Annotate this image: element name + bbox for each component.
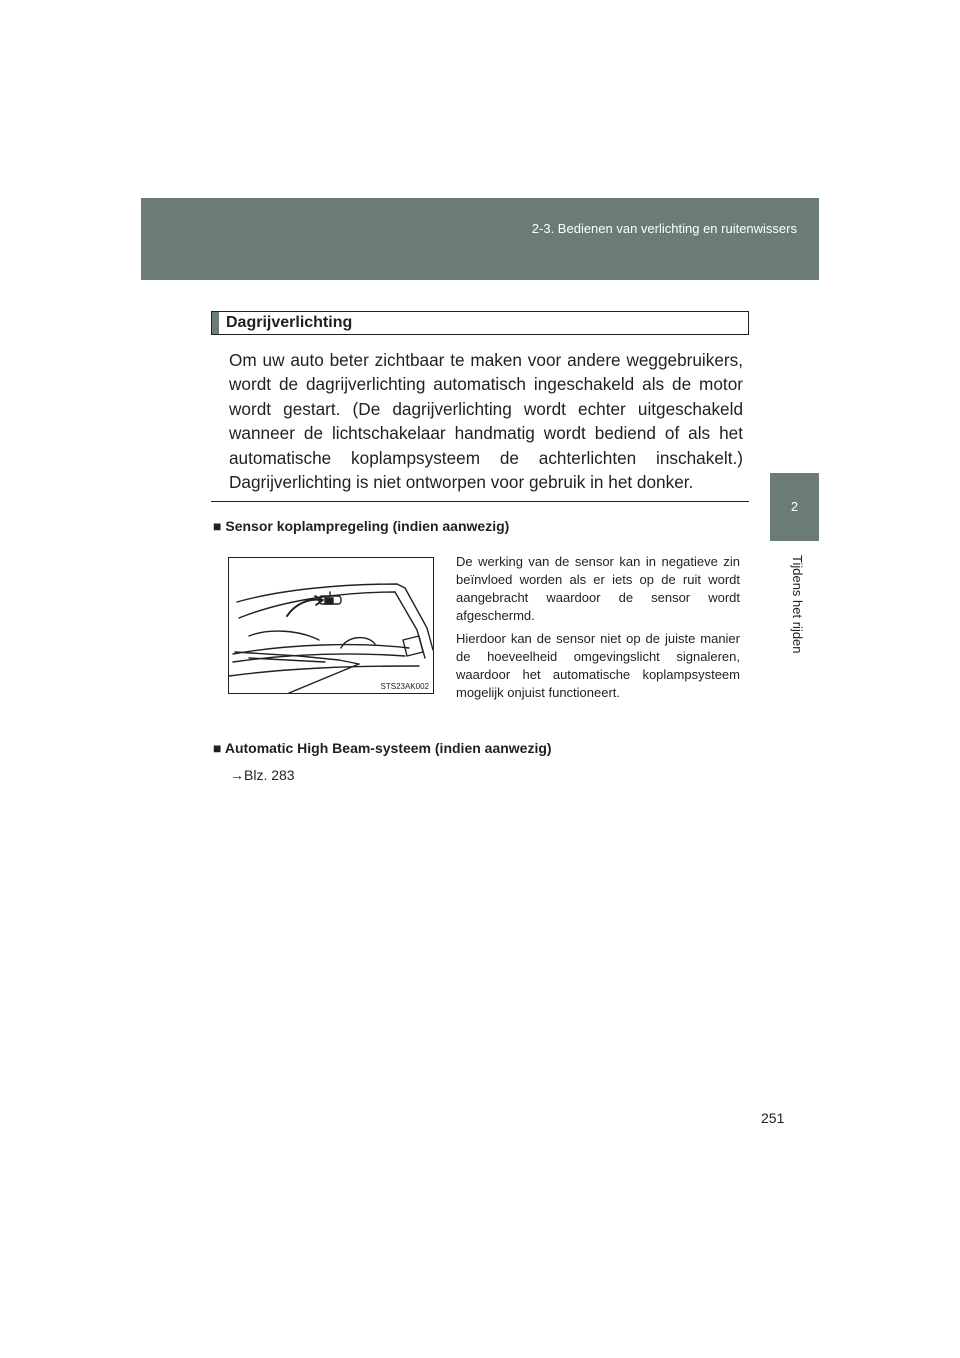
header-band (141, 198, 819, 280)
chapter-tab (770, 473, 819, 541)
high-beam-heading (213, 740, 552, 756)
chapter-label: Tijdens het rijden (790, 555, 805, 654)
page-reference-link[interactable]: →Blz. 283 (230, 767, 295, 783)
sensor-heading-text: Sensor koplampregeling (indien aanwezig) (225, 518, 510, 534)
bullet-square-icon: ■ (213, 740, 222, 756)
chapter-number: 2 (790, 499, 799, 514)
heading-accent-bar (212, 312, 219, 334)
section-title: 2-3. Bedienen van verlichting en ruitenwissers (531, 221, 797, 236)
windshield-drawing (229, 558, 433, 693)
high-beam-heading-text: Automatic High Beam-systeem (indien aanwezig) (224, 740, 552, 756)
intro-paragraph: Om uw auto beter zichtbaar te maken voor andere weggebruikers, wordt de dagrijverlichting automatisch ingeschakeld als de motor wordt gestart. (De dagrijverlichting wordt echter uitgeschakeld wanneer de lichtschakelaar handmatig wordt bediend of als het automatische koplampsysteem de achterlichten inschakelt.) Dagrijverlichting is niet ontworpen voor gebruik in het donker. (229, 350, 743, 493)
sensor-paragraph-2: Hierdoor kan de sensor niet op de juiste manier de hoeveelheid omgevingslicht signaleren, waardoor het automatische koplampsysteem mogelijk onjuist functioneert. (456, 631, 740, 700)
section-divider (211, 501, 749, 502)
sensor-paragraph-1: De werking van de sensor kan in negatieve zin beïnvloed worden als er iets op de ruit wordt aangebracht waardoor de sensor wordt afgeschermd. (456, 554, 740, 623)
windshield-sensor-illustration (228, 557, 434, 694)
section-heading: Dagrijverlichting (226, 314, 353, 331)
sensor-heading (213, 518, 509, 534)
bullet-square-icon: ■ (213, 518, 222, 534)
page-number: 251 (761, 1110, 785, 1126)
section-heading-box (211, 311, 749, 335)
image-code: STS23AK002 (380, 682, 429, 691)
